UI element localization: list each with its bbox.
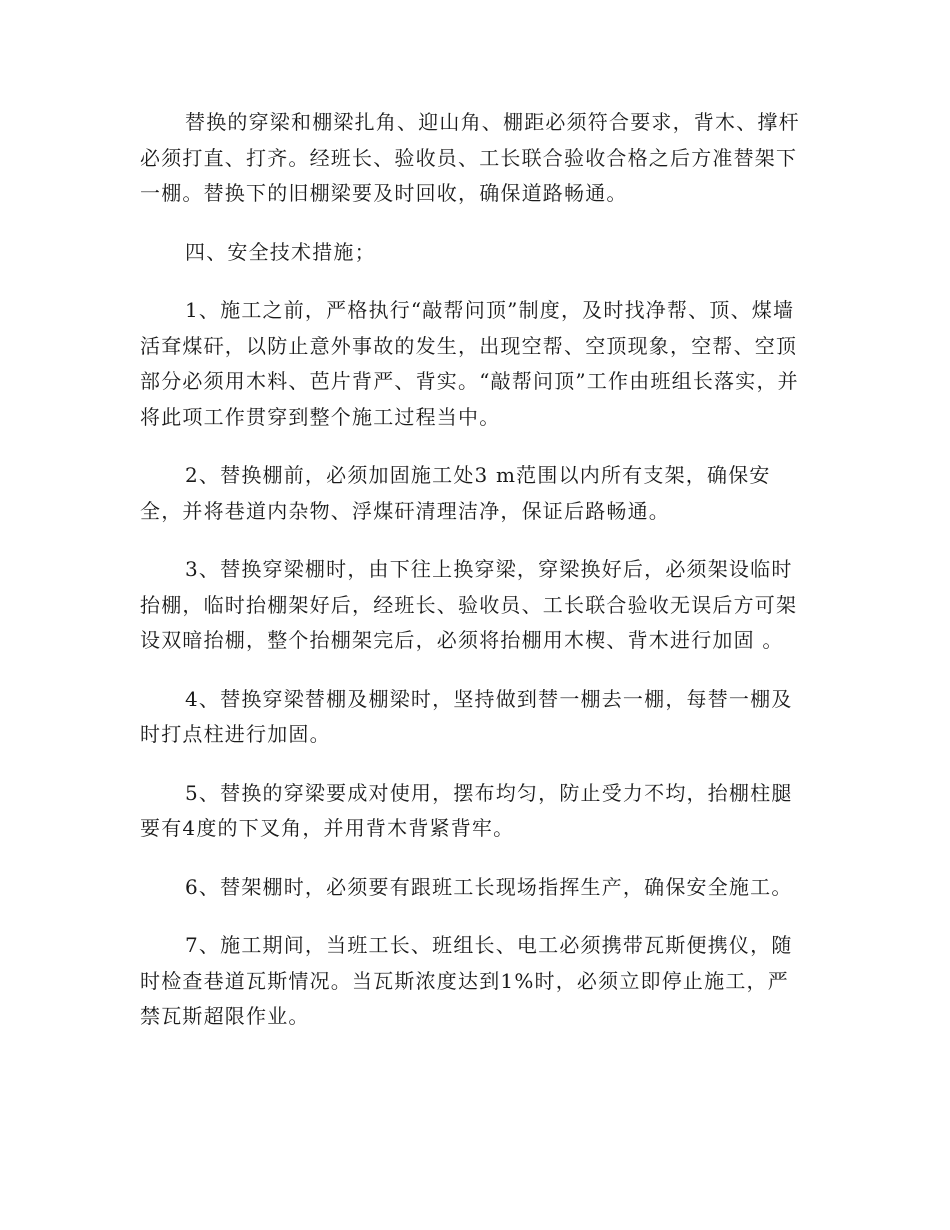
paragraph-item-3: 3、替换穿梁棚时，由下往上换穿梁，穿梁换好后，必须架设临时抬棚，临时抬棚架好后，经班长、验收员、工长联合验收无误后方可架设双暗抬棚，整个抬棚架完后，必须将抬棚用木楔、背木进行加固 。: [140, 557, 798, 652]
paragraph-item-7: 7、施工期间，当班工长、班组长、电工必须携带瓦斯便携仪，随时检查巷道瓦斯情况。当瓦斯浓度达到1%时，必须立即停止施工，严禁瓦斯超限作业。: [140, 933, 793, 1028]
paragraph-item-4: 4、替换穿梁替棚及棚梁时，坚持做到替一棚去一棚，每替一棚及时打点柱进行加固。: [140, 686, 793, 746]
document-page: [140, 105, 808, 1035]
paragraph-item-6: 6、替架棚时，必须要有跟班工长现场指挥生产，确保安全施工。: [185, 874, 793, 899]
section-heading-safety-measures: 四、安全技术措施；: [185, 239, 376, 264]
paragraph-item-5: 5、替换的穿梁要成对使用，摆布均匀，防止受力不均，抬棚柱腿要有4度的下叉角，并用背木背紧背牢。: [140, 780, 793, 840]
paragraph-item-1: 1、施工之前，严格执行“敲帮问顶”制度，及时找净帮、顶、煤墙活耷煤矸，以防止意外事故的发生，出现空帮、空顶现象，空帮、空顶部分必须用木料、芭片背严、背实。“敲帮问顶”工作由班组长落实，并将此项工作贯穿到整个施工过程当中。: [140, 298, 799, 429]
paragraph-replacement-requirements: 替换的穿梁和棚梁扎角、迎山角、棚距必须符合要求，背木、撑杆必须打直、打齐。经班长、验收员、工长联合验收合格之后方准替架下一棚。替换下的旧棚梁要及时回收，确保道路畅通。: [140, 110, 800, 205]
paragraph-item-2: 2、替换棚前，必须加固施工处3 m范围以内所有支架，确保安全，并将巷道内杂物、浮煤矸清理洁净，保证后路畅通。: [140, 463, 771, 523]
